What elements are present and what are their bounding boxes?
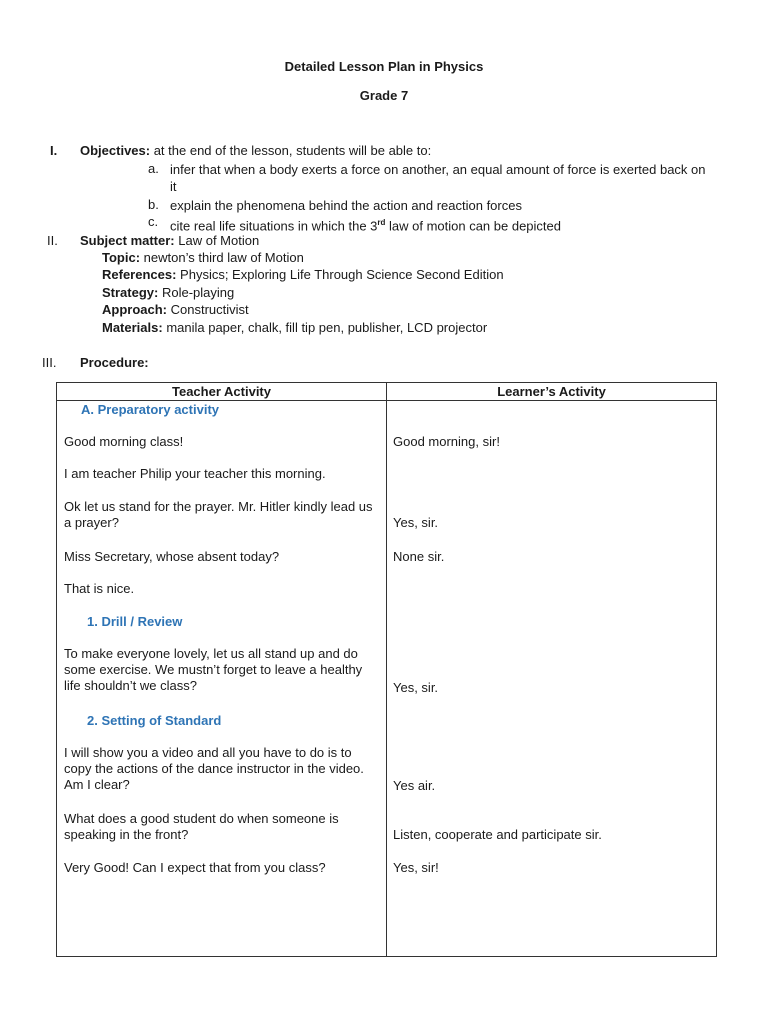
ordinal-superscript: rd — [377, 218, 386, 227]
objectives-numeral: I. — [50, 143, 58, 158]
subject-label: Subject matter: — [80, 233, 175, 248]
subject-heading — [80, 233, 259, 248]
subject-detail-materials: Materials: manila paper, chalk, fill tip pen, publisher, LCD projector — [102, 320, 488, 335]
table-header-row — [57, 383, 717, 401]
subject-detail-strategy: Strategy: Role-playing — [102, 285, 235, 300]
teacher-activity-header: Teacher Activity — [57, 383, 387, 401]
learner-line: None sir. — [393, 549, 445, 564]
teacher-column — [57, 401, 387, 957]
objectives-label: Objectives: — [80, 143, 151, 158]
learner-line: Yes, sir. — [393, 680, 439, 695]
objective-letter: c. — [148, 214, 159, 229]
table-row — [57, 401, 717, 957]
subject-numeral: II. — [47, 233, 58, 248]
section-heading-standard: 2. Setting of Standard — [87, 713, 222, 728]
learner-line: Good morning, sir! — [393, 434, 500, 449]
teacher-line: Good morning class! — [64, 434, 184, 449]
subject-detail-topic: Topic: newton’s third law of Motion — [102, 250, 304, 265]
teacher-line: To make everyone lovely, let us all stand up and do some exercise. We mustn’t forget to leave a healthy life shouldn’t we class? — [64, 646, 363, 693]
subject-detail-references: References: Physics; Exploring Life Through Science Second Edition — [102, 267, 504, 282]
subject-detail-approach: Approach: Constructivist — [102, 302, 249, 317]
teacher-line: I am teacher Philip your teacher this morning. — [64, 466, 326, 481]
objectives-heading — [80, 143, 431, 158]
objective-letter: a. — [148, 161, 159, 176]
procedure-label: Procedure: — [80, 355, 149, 370]
learner-line: Yes air. — [393, 778, 436, 793]
learner-activity-header: Learner’s Activity — [387, 383, 717, 401]
section-heading-preparatory: A. Preparatory activity — [81, 402, 220, 417]
learner-column — [387, 401, 717, 957]
teacher-line: I will show you a video and all you have to do is to copy the actions of the dance instructor in the video. Am I clear? — [64, 745, 364, 792]
teacher-line: Miss Secretary, whose absent today? — [64, 549, 280, 564]
teacher-line: Very Good! Can I expect that from you class? — [64, 860, 326, 875]
teacher-line: What does a good student do when someone is speaking in the front? — [64, 811, 339, 842]
subject-value: Law of Motion — [174, 233, 260, 248]
objective-text: infer that when a body exerts a force on another, an equal amount of force is exerted back on it — [170, 162, 706, 194]
learner-line: Listen, cooperate and participate sir. — [393, 827, 602, 842]
grade-label: Grade 7 — [359, 88, 409, 103]
procedure-numeral: III. — [42, 355, 57, 370]
objective-letter: b. — [148, 197, 159, 212]
objective-text: explain the phenomena behind the action and reaction forces — [170, 198, 522, 213]
learner-line: Yes, sir. — [393, 515, 439, 530]
procedure-table — [56, 382, 717, 957]
document-title: Detailed Lesson Plan in Physics — [284, 59, 484, 74]
objectives-intro: at the end of the lesson, students will be able to: — [150, 143, 432, 158]
learner-line: Yes, sir! — [393, 860, 439, 875]
teacher-line: That is nice. — [64, 581, 135, 596]
teacher-line: Ok let us stand for the prayer. Mr. Hitler kindly lead us a prayer? — [64, 499, 373, 530]
section-heading-drill: 1. Drill / Review — [87, 614, 183, 629]
objective-text: cite real life situations in which the 3rd law of motion can be depicted — [170, 218, 561, 234]
